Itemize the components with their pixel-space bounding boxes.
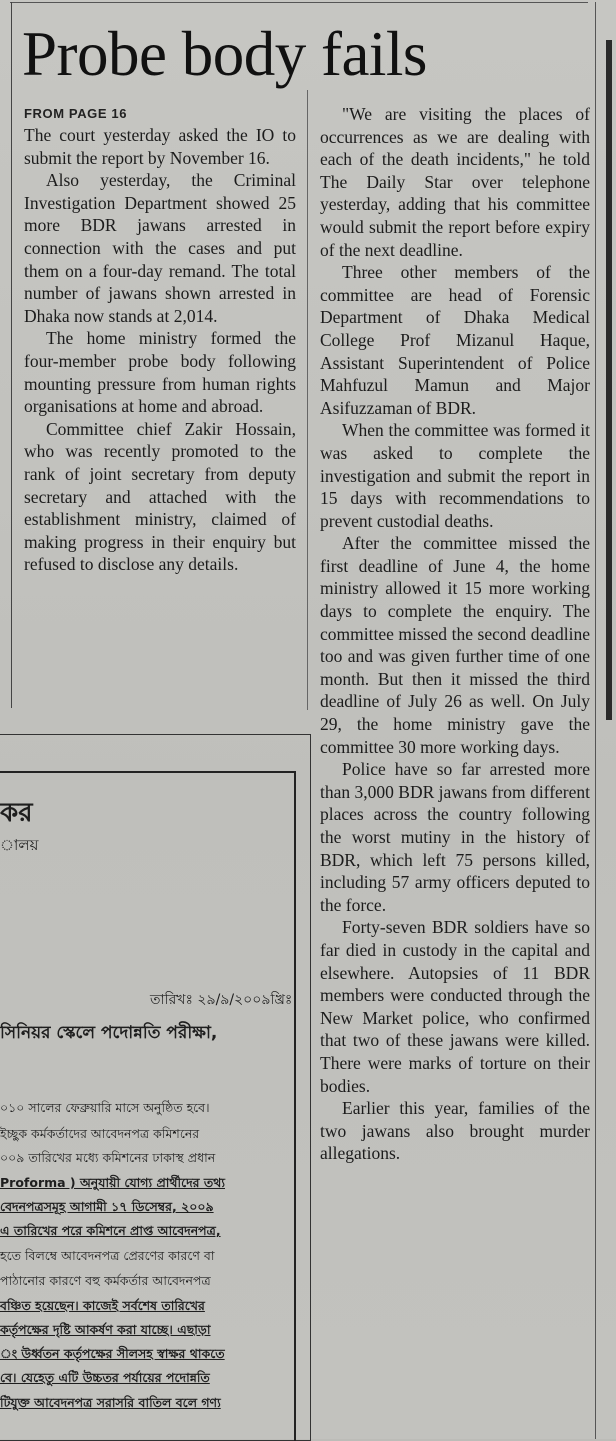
advert-line: টিযুক্ত আবেদনপত্র সরাসরি বাতিল বলে গণ্য xyxy=(0,1395,221,1410)
advert-line: বঞ্চিত হয়েছেন। কাজেই সর্বশেষ তারিখের xyxy=(0,1298,205,1313)
paragraph: Earlier this year, families of the two jawans also brought murder allegations. xyxy=(320,1098,590,1164)
adjacent-column-edge xyxy=(606,40,612,720)
advert-line: ০০৯ তারিখের মধ্যে কমিশনের ঢাকাস্থ প্রধান xyxy=(0,1150,216,1165)
paragraph: When the committee was formed it was asked to complete the investigation and submit the report in 15 days with recommendations to prevent custodial deaths. xyxy=(320,420,590,531)
paragraph: Police have so far arrested more than 3,000 BDR jawans from different places across the country following the worst mutiny in the history of BDR, which left 75 persons killed, including 57 army officers deputed to the force. xyxy=(320,759,590,915)
advert-line: বে। যেহেতু এটি উচ্চতর পর্যায়ের পদোন্নতি xyxy=(0,1370,210,1385)
headline: Probe body fails xyxy=(22,19,427,89)
paragraph: The court yesterday asked the IO to submit the report by November 16. xyxy=(24,125,296,168)
paragraph: "We are visiting the places of occurrences as we are dealing with each of the death incidents," he told The Daily Star over telephone yesterday, adding that his committee would submit the report before expiry of the next deadline. xyxy=(320,104,590,260)
jump-line: FROM PAGE 16 xyxy=(24,106,128,121)
advert-line: ০১০ সালের ফেব্রুয়ারি মাসে অনুষ্ঠিত হবে। xyxy=(0,1100,210,1115)
advert-line: কর্তৃপক্ষের দৃষ্টি আকর্ষণ করা যাচ্ছে। এছাড়া xyxy=(0,1322,211,1337)
paragraph: Three other members of the committee are head of Forensic Department of Dhaka Medical College Prof Mizanul Haque, Assistant Superintendent of Police Mahfuzul Mamun and Major Asifuzzaman of BDR. xyxy=(320,262,590,418)
advert-title: কর xyxy=(0,798,33,828)
advert-line: ইচ্ছুক কর্মকর্তাদের আবেদনপত্র কমিশনের xyxy=(0,1126,200,1141)
paragraph: After the committee missed the first deadline of June 4, the home ministry allowed it 15 more working days to complete the enquiry. The committee missed the second deadline too and was given further time of one month. But then it missed the third deadline of July 26 as well. On July 29, the home ministry gave the committee 30 more working days. xyxy=(320,533,590,757)
paragraph: Forty-seven BDR soldiers have so far died in custody in the capital and elsewhere. Autopsies of 11 BDR members were conducted through the New Market police, who confirmed that two of these jawans were killed. There were marks of torture on their bodies. xyxy=(320,917,590,1096)
column-divider xyxy=(307,90,308,710)
advert-line: Proforma ) অনুযায়ী যোগ্য প্রার্থীদের তথ্য xyxy=(0,1175,225,1190)
article-column-left xyxy=(24,124,296,576)
advert-line: পাঠানোর কারণে বহু কর্মকর্তার আবেদনপত্র xyxy=(0,1273,211,1288)
advert-heading: সিনিয়র স্কেলে পদোন্নতি পরীক্ষা, xyxy=(0,1023,218,1043)
left-column-rule xyxy=(11,2,12,708)
paragraph: Also yesterday, the Criminal Investigation Department showed 25 more BDR jawans arrested in connection with the cases and put them on a four-day remand. The total number of jawans shown arrested in Dhaka now stands at 2,014. xyxy=(24,170,296,326)
advert-line: হতে বিলম্বে আবেদনপত্র প্রেরণের কারণে বা xyxy=(0,1248,215,1263)
advert-line: ং উর্ধ্বতন কর্তৃপক্ষের সীলসহ স্বাক্ষর থাকতে xyxy=(0,1346,225,1361)
right-column-rule xyxy=(595,2,596,1439)
article-column-right xyxy=(320,103,590,1165)
top-rule xyxy=(10,2,588,3)
advert-line: বেদনপত্রসমূহ আগামী ১৭ ডিসেম্বর, ২০০৯ xyxy=(0,1199,214,1214)
paragraph: Committee chief Zakir Hossain, who was recently promoted to the rank of joint secretary from deputy secretary and attached with the establishment ministry, claimed of making progress in their enquiry but refused to disclose any details. xyxy=(24,418,296,575)
advert-date: তারিখঃ ২৯/৯/২০০৯খ্রিঃ xyxy=(150,992,293,1008)
paragraph: The home ministry formed the four-member probe body following mounting pressure from human rights organisations at home and abroad. xyxy=(24,328,296,417)
advert-line: এ তারিখের পরে কমিশনে প্রাপ্ত আবেদনপত্র, xyxy=(0,1223,221,1238)
advert-subtitle: ালয় xyxy=(0,836,39,854)
